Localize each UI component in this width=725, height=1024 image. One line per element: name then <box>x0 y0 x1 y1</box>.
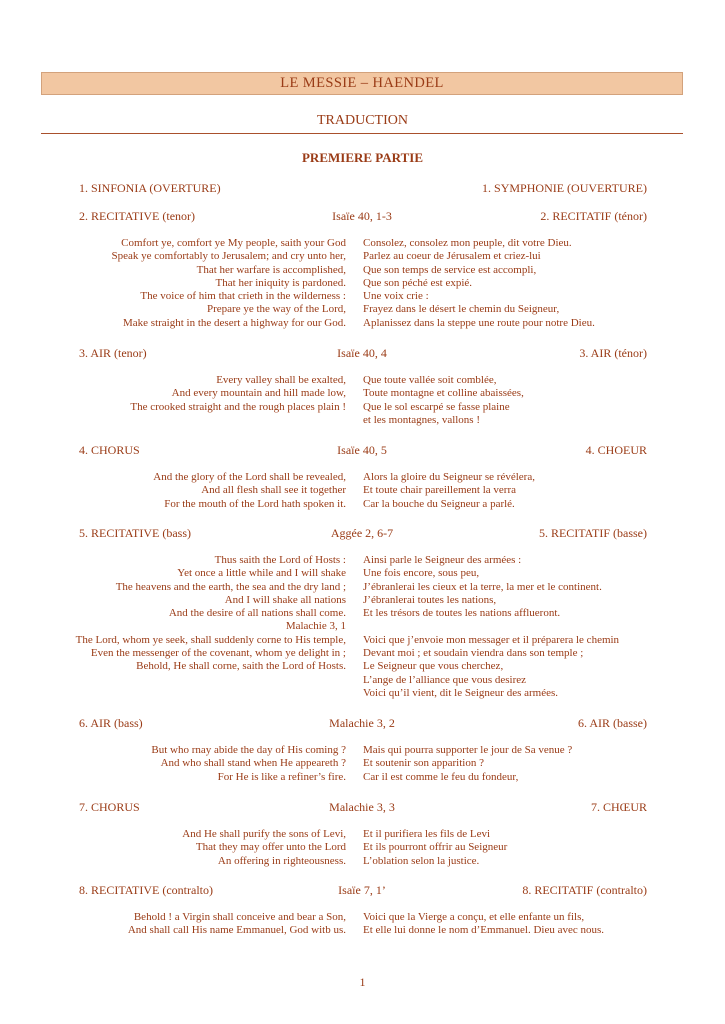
english-line: And He shall purify the sons of Levi, <box>182 828 346 840</box>
french-line: Une fois encore, sous peu, <box>363 567 480 580</box>
french-line: L’oblation selon la justice. <box>363 854 480 867</box>
french-line: Consolez, consolez mon peuple, dit votre Dieu. <box>363 237 572 249</box>
english-line: Malachie 3, 1 <box>285 620 346 633</box>
page-number: 1 <box>359 975 366 989</box>
section-header <box>0 346 725 362</box>
section-6 <box>0 716 725 784</box>
english-line: Behold, He shall corne, saith the Lord of Hosts. <box>136 660 346 673</box>
english-line: That her warfare is accomplished, <box>196 263 346 276</box>
section-title-fr: 1. SYMPHONIE (OUVERTURE) <box>482 181 647 195</box>
french-line: Frayez dans le désert le chemin du Seigneur, <box>363 303 560 316</box>
english-line: And every mountain and hill made low, <box>171 387 346 400</box>
english-line: Thus saith the Lord of Hosts : <box>214 554 346 566</box>
section-8 <box>0 883 725 938</box>
french-line: Que toute vallée soit comblée, <box>363 374 497 386</box>
section-title-fr: 6. AIR (basse) <box>578 716 647 730</box>
english-line: An offering in righteousness. <box>217 854 346 867</box>
section-title-fr: 2. RECITATIF (ténor) <box>540 209 647 223</box>
english-line: And the glory of the Lord shall be revealed, <box>153 471 346 483</box>
french-line: J’ébranlerai les cieux et la terre, la mer et le continent. <box>363 580 602 593</box>
french-line: Alors la gloire du Seigneur se révélera, <box>363 471 535 483</box>
scripture-reference: Isaïe 7, 1’ <box>338 883 386 897</box>
english-line: But who rnay abide the day of His coming ? <box>151 744 346 756</box>
part-heading: PREMIERE PARTIE <box>301 150 423 165</box>
section-header <box>0 181 725 197</box>
french-line: L’ange de l’alliance que vous desirez <box>363 673 526 686</box>
section-text <box>0 744 725 784</box>
section-title-en: 5. RECITATIVE (bass) <box>79 526 192 540</box>
french-line: et les montagnes, vallons ! <box>363 413 481 426</box>
section-header <box>0 526 725 542</box>
english-text <box>128 911 346 938</box>
section-7 <box>0 800 725 868</box>
french-line: Que son péché est expié. <box>363 276 473 289</box>
english-line: The heavens and the earth, the sea and the dry land ; <box>115 580 346 593</box>
english-line: Behold ! a Virgin shall conceive and bear a Son, <box>133 911 346 923</box>
section-5 <box>0 526 725 700</box>
french-line: Que le sol escarpé se fasse plaine <box>363 400 510 413</box>
section-title-en: 1. SINFONIA (OVERTURE) <box>79 181 221 195</box>
french-line: Car il est comme le feu du fondeur, <box>363 770 519 783</box>
section-text <box>0 471 725 511</box>
scripture-reference: Malachie 3, 2 <box>329 716 395 730</box>
section-2 <box>0 209 725 330</box>
section-title-en: 2. RECITATIVE (tenor) <box>79 209 196 223</box>
french-text <box>363 828 507 868</box>
english-line: The Lord, whom ye seek, shall suddenly corne to His temple, <box>75 633 346 646</box>
section-text <box>0 911 725 938</box>
section-4 <box>0 443 725 511</box>
section-3 <box>0 346 725 427</box>
french-line: Mais qui pourra supporter le jour de Sa venue ? <box>363 744 573 756</box>
section-header <box>0 443 725 459</box>
section-text <box>0 828 725 868</box>
english-line: That they may offer unto the Lord <box>195 841 346 854</box>
french-line: Une voix crie : <box>363 290 429 303</box>
french-line: Et les trésors de toutes les nations afflueront. <box>363 607 561 620</box>
divider <box>41 133 683 134</box>
french-line: Voici que j’envoie mon messager et il préparera le chemin <box>363 633 620 646</box>
french-line: Ainsi parle le Seigneur des armées : <box>363 554 522 566</box>
french-line: Que son temps de service est accompli, <box>363 263 537 276</box>
english-line: And I will shake all nations <box>224 593 346 606</box>
section-title-en: 3. AIR (tenor) <box>79 346 147 360</box>
french-line: Et toute chair pareillement la verra <box>363 484 517 497</box>
subtitle: TRADUCTION <box>317 113 408 128</box>
english-line: Prepare ye the way of the Lord, <box>207 303 346 316</box>
section-title-fr: 7. CHŒUR <box>590 800 647 814</box>
english-line: Yet once a little while and I will shake <box>177 567 346 580</box>
section-title-en: 4. CHORUS <box>79 443 140 457</box>
french-text <box>363 744 572 784</box>
section-text <box>0 554 725 700</box>
english-text <box>76 554 346 674</box>
english-line: And who shall stand when He appeareth ? <box>160 757 346 770</box>
section-title-en: 8. RECITATIVE (contralto) <box>79 883 214 897</box>
french-text <box>363 237 595 330</box>
french-line: Devant moi ; et soudain viendra dans son temple ; <box>363 647 584 660</box>
section-title-en: 7. CHORUS <box>79 800 140 814</box>
section-1 <box>0 181 725 197</box>
section-header <box>0 800 725 816</box>
french-line <box>363 620 619 633</box>
section-text <box>0 374 725 427</box>
section-header <box>0 883 725 899</box>
english-line: And shall call His name Emmanuel, God witb us. <box>127 924 346 937</box>
english-line: And the desire of all nations shall come. <box>168 607 346 620</box>
french-line: Et ils pourront offrir au Seigneur <box>363 841 508 854</box>
section-title-fr: 8. RECITATIF (contralto) <box>522 883 647 897</box>
french-line: Aplanissez dans la steppe une route pour notre Dieu. <box>363 316 595 329</box>
french-line: Et soutenir son apparition ? <box>363 757 484 770</box>
scripture-reference: Malachie 3, 3 <box>329 800 395 814</box>
english-line: The crooked straight and the rough places plain ! <box>130 400 346 413</box>
french-line: Et elle lui donne le nom d’Emmanuel. Dieu avec nous. <box>363 924 605 937</box>
section-title-fr: 4. CHOEUR <box>585 443 647 457</box>
french-line: Parlez au coeur de Jérusalem et criez-lui <box>363 250 541 263</box>
english-line: For He is like a refiner’s fire. <box>217 770 346 783</box>
french-text <box>363 471 535 511</box>
french-text <box>363 374 524 427</box>
english-text <box>182 828 346 868</box>
section-title-fr: 5. RECITATIF (basse) <box>538 526 647 540</box>
french-line: Le Seigneur que vous cherchez, <box>363 660 504 673</box>
french-line: Car la bouche du Seigneur a parlé. <box>363 497 515 510</box>
french-line: Voici qu’il vient, dit le Seigneur des armées. <box>363 686 559 699</box>
french-line: J’ébranlerai toutes les nations, <box>363 593 497 606</box>
section-header <box>0 716 725 732</box>
english-line: Even the messenger of the covenant, whom ye delight in ; <box>90 647 346 660</box>
english-line: The voice of him that crieth in the wilderness : <box>140 290 346 303</box>
english-line: Make straight in the desert a highway for our God. <box>123 316 346 329</box>
french-line: Toute montagne et colline abaissées, <box>363 387 524 400</box>
french-line: Et il purifiera les fils de Levi <box>363 828 491 840</box>
section-header <box>0 209 725 225</box>
english-line: For the mouth of the Lord hath spoken it. <box>164 497 346 510</box>
english-text <box>151 744 346 784</box>
scripture-reference: Aggée 2, 6-7 <box>330 526 394 540</box>
french-line: Voici que la Vierge a conçu, et elle enfante un fils, <box>363 911 585 923</box>
scripture-reference: Isaïe 40, 5 <box>337 443 387 457</box>
english-line: And all flesh shall see it together <box>201 484 346 497</box>
english-text <box>130 374 346 414</box>
english-line: That her iniquity is pardoned. <box>215 276 346 289</box>
english-line: Every valley shall be exalted, <box>216 374 346 386</box>
english-text <box>112 237 346 330</box>
scripture-reference: Isaïe 40, 1-3 <box>332 209 392 223</box>
english-line: Speak ye comfortably to Jerusalem; and cry unto her, <box>111 250 346 263</box>
section-text <box>0 237 725 330</box>
english-text <box>153 471 346 511</box>
french-text <box>363 911 604 938</box>
french-text <box>363 554 619 700</box>
section-title-fr: 3. AIR (ténor) <box>579 346 647 360</box>
page-title: LE MESSIE – HAENDEL <box>41 72 683 95</box>
section-title-en: 6. AIR (bass) <box>79 716 143 730</box>
english-line: Comfort ye, comfort ye My people, saith your God <box>121 237 346 249</box>
scripture-reference: Isaïe 40, 4 <box>337 346 387 360</box>
